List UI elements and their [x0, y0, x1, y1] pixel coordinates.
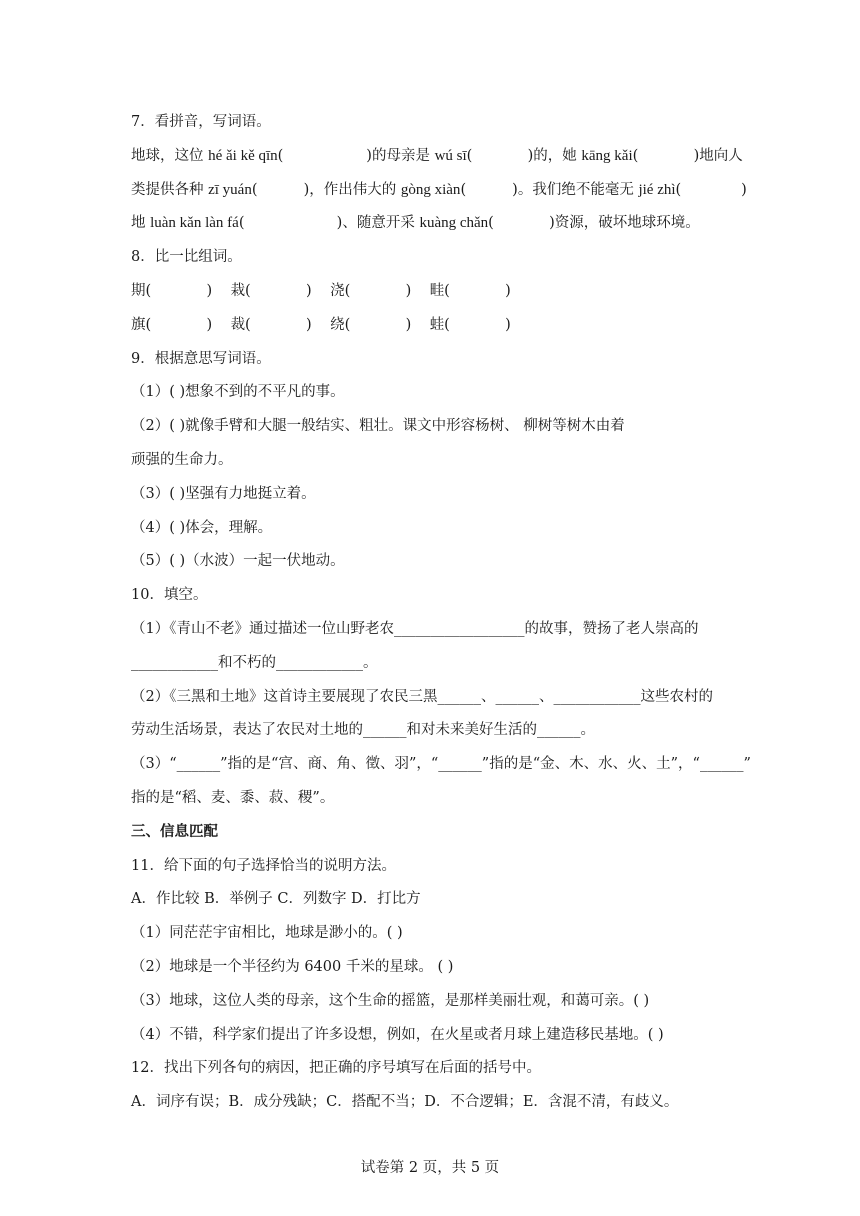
- answer-blank: ( ): [277, 148, 372, 164]
- answer-blank: ( ): [460, 182, 518, 198]
- q9-item-4: （4）( )体会，理解。: [131, 520, 273, 536]
- pinyin: luàn kǎn làn fá: [150, 215, 239, 231]
- pinyin: zī yuán: [208, 182, 252, 198]
- pinyin: kuàng chǎn: [419, 215, 489, 231]
- word-group: 畦( ): [429, 283, 511, 299]
- q11-item-1: （1）同茫茫宇宙相比，地球是渺小的。( ): [131, 925, 403, 941]
- q9-item-2: （2）( )就像手臂和大腿一般结实、粗壮。课文中形容杨树、 柳树等树木由着: [131, 418, 625, 434]
- word-group: 栽( ): [230, 283, 312, 299]
- q9-title: 9．根据意思写词语。: [131, 351, 271, 367]
- q9-item-3: （3）( )坚强有力地挺立着。: [131, 486, 316, 502]
- answer-blank: ( ): [238, 215, 343, 231]
- q11-item-2: （2）地球是一个半径约为 6400 千米的星球。 ( ): [131, 959, 454, 975]
- pinyin: kāng kǎi: [581, 148, 633, 164]
- answer-blank: ( ): [251, 182, 310, 198]
- answer-blank: ( ): [632, 148, 700, 164]
- word-group: 浇( ): [330, 283, 412, 299]
- q8-title: 8．比一比组词。: [131, 249, 242, 265]
- answer-blank: ( ): [466, 148, 534, 164]
- q10-item-2: （2）《三黑和土地》这首诗主要展现了农民三黑______、______、____________这些农村的: [131, 689, 713, 705]
- section-heading: 三、信息匹配: [131, 823, 218, 840]
- word-group: 裁( ): [230, 317, 312, 333]
- pinyin: hé ǎi kě qīn: [208, 148, 278, 164]
- q12-options: A．词序有误；B．成分残缺；C．搭配不当；D．不合逻辑；E．含混不清，有歧义。: [131, 1094, 679, 1110]
- pinyin: gòng xiàn: [400, 182, 461, 198]
- q10-item-2-cont: 劳动生活场景，表达了农民对土地的______和对未来美好生活的______。: [131, 722, 595, 738]
- page-footer: 试卷第 2 页，共 5 页: [360, 1160, 500, 1176]
- q8-row-2: [131, 315, 511, 335]
- q11-item-3: （3）地球，这位人类的母亲，这个生命的摇篮，是那样美丽壮观，和蔼可亲。( ): [131, 993, 650, 1009]
- q7-line-1: 地球，这位 hé ǎi kě qīn( )的母亲是 wú sī( )的，她 kāng kǎi( )地向人: [131, 148, 743, 164]
- word-group: 旗( ): [131, 317, 213, 333]
- q7-line-2: 类提供各种 zī yuán( )，作出伟大的 gòng xiàn( )。我们绝不能毫无 jié zhì( ): [131, 182, 747, 198]
- q12-title: 12．找出下列各句的病因，把正确的序号填写在后面的括号中。: [131, 1060, 541, 1076]
- word-group: 蛙( ): [429, 317, 511, 333]
- word-group: 期( ): [131, 283, 213, 299]
- q11-options: A．作比较 B．举例子 C．列数字 D．打比方: [131, 891, 421, 907]
- pinyin: jié zhì: [638, 182, 676, 198]
- q10-item-3-cont: 指的是“稻、麦、黍、菽、稷”。: [131, 790, 335, 806]
- pinyin: wú sī: [434, 148, 467, 164]
- q9-item-1: （1）( )想象不到的不平凡的事。: [131, 384, 345, 400]
- word-group: 绕( ): [330, 317, 412, 333]
- q10-item-1: （1）《青山不老》通过描述一位山野老农__________________的故事，赞扬了老人崇高的: [131, 621, 699, 637]
- answer-blank: ( ): [488, 215, 555, 231]
- q9-item-5: （5）( )（水波）一起一伏地动。: [131, 553, 345, 569]
- q11-item-4: （4）不错，科学家们提出了许多设想，例如，在火星或者月球上建造移民基地。( ): [131, 1027, 664, 1043]
- q10-title: 10．填空。: [131, 587, 208, 603]
- q11-title: 11．给下面的句子选择恰当的说明方法。: [131, 858, 396, 874]
- q10-item-1-cont: ____________和不朽的____________。: [131, 655, 378, 671]
- q9-item-2-cont: 顽强的生命力。: [131, 452, 233, 468]
- q8-row-1: [131, 281, 511, 301]
- q7-title: 7．看拼音，写词语。: [131, 114, 271, 130]
- answer-blank: ( ): [675, 182, 747, 198]
- q10-item-3: （3）“______”指的是“宫、商、角、徵、羽”，“______”指的是“金、木、水、火、土”，“______”: [131, 756, 751, 772]
- q7-line-3: 地 luàn kǎn làn fá( )、随意开采 kuàng chǎn( )资源，破坏地球环境。: [131, 215, 700, 231]
